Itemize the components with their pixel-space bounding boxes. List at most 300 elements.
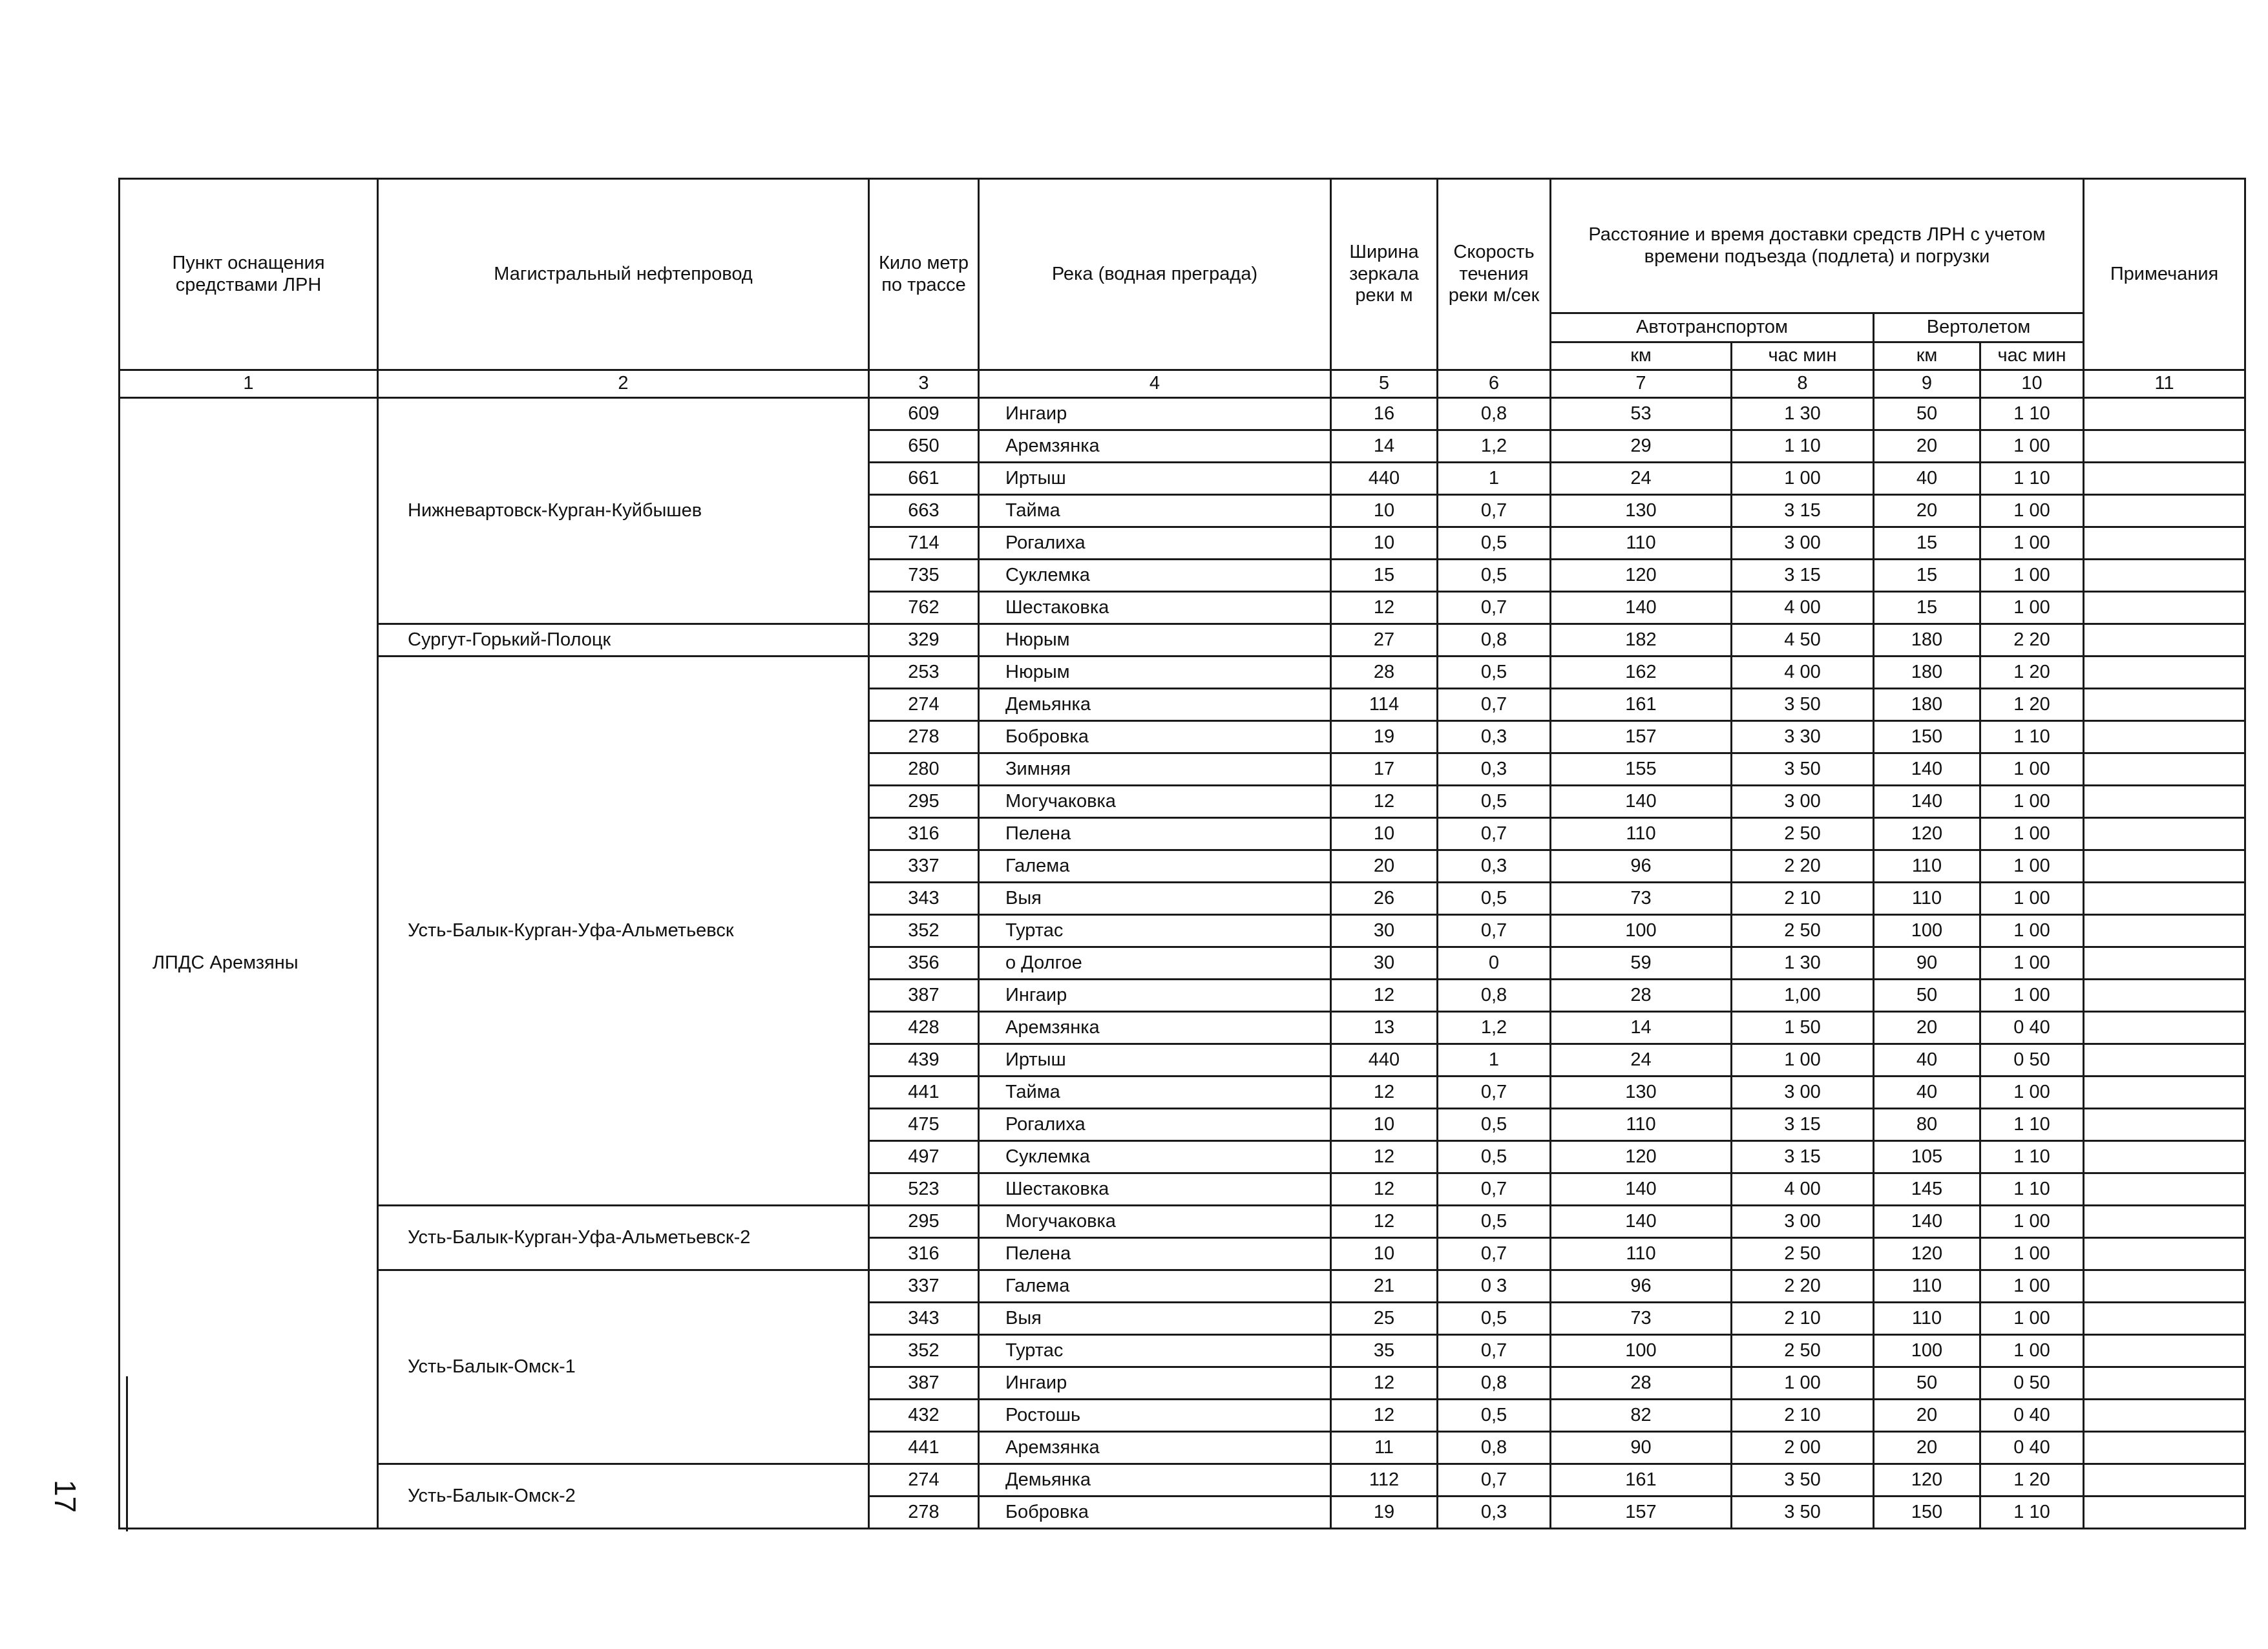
auto-time-cell: 4 50 <box>1732 624 1874 656</box>
auto-time-cell: 1 50 <box>1732 1012 1874 1044</box>
speed-cell: 0,5 <box>1438 1206 1551 1238</box>
heli-km-cell: 40 <box>1874 1077 1980 1109</box>
heli-km-cell: 15 <box>1874 560 1980 592</box>
heli-km-cell: 15 <box>1874 527 1980 560</box>
auto-time-cell: 2 20 <box>1732 1270 1874 1303</box>
auto-km-cell: 90 <box>1551 1432 1732 1464</box>
auto-km-cell: 53 <box>1551 398 1732 430</box>
notes-cell <box>2084 1238 2245 1270</box>
heli-time-cell: 1 00 <box>1980 430 2084 463</box>
auto-time-cell: 3 50 <box>1732 1497 1874 1529</box>
heli-km-cell: 110 <box>1874 850 1980 883</box>
auto-time-cell: 2 20 <box>1732 850 1874 883</box>
km-cell: 432 <box>869 1400 979 1432</box>
heli-time-cell: 2 20 <box>1980 624 2084 656</box>
table-row <box>120 398 2245 430</box>
notes-cell <box>2084 786 2245 818</box>
heli-time-cell: 1 00 <box>1980 1335 2084 1367</box>
river-cell: Могучаковка <box>979 786 1331 818</box>
notes-cell <box>2084 560 2245 592</box>
width-cell: 12 <box>1331 1173 1438 1206</box>
width-cell: 14 <box>1331 430 1438 463</box>
heli-time-cell: 1 10 <box>1980 1497 2084 1529</box>
km-cell: 280 <box>869 753 979 786</box>
width-cell: 19 <box>1331 1497 1438 1529</box>
auto-km-cell: 28 <box>1551 1367 1732 1400</box>
heli-time-cell: 1 00 <box>1980 947 2084 980</box>
auto-km-cell: 161 <box>1551 689 1732 721</box>
river-cell: Аремзянка <box>979 1012 1331 1044</box>
auto-time-cell: 3 50 <box>1732 689 1874 721</box>
river-cell: Нюрым <box>979 624 1331 656</box>
heli-time-cell: 0 40 <box>1980 1432 2084 1464</box>
header-width: Ширина зеркала реки м <box>1331 179 1438 370</box>
notes-cell <box>2084 1367 2245 1400</box>
width-cell: 10 <box>1331 818 1438 850</box>
km-cell: 387 <box>869 980 979 1012</box>
heli-time-cell: 1 00 <box>1980 850 2084 883</box>
km-cell: 352 <box>869 915 979 947</box>
header-speed: Скорость течения реки м/сек <box>1438 179 1551 370</box>
notes-cell <box>2084 1432 2245 1464</box>
width-cell: 12 <box>1331 1367 1438 1400</box>
auto-time-cell: 2 50 <box>1732 818 1874 850</box>
heli-km-cell: 50 <box>1874 1367 1980 1400</box>
km-cell: 295 <box>869 786 979 818</box>
heli-km-cell: 180 <box>1874 656 1980 689</box>
auto-km-cell: 140 <box>1551 1173 1732 1206</box>
width-cell: 35 <box>1331 1335 1438 1367</box>
auto-km-cell: 140 <box>1551 786 1732 818</box>
heli-km-cell: 50 <box>1874 398 1980 430</box>
river-cell: Суклемка <box>979 1141 1331 1173</box>
auto-time-cell: 3 50 <box>1732 753 1874 786</box>
km-cell: 387 <box>869 1367 979 1400</box>
auto-km-cell: 120 <box>1551 1141 1732 1173</box>
heli-km-cell: 50 <box>1874 980 1980 1012</box>
km-cell: 343 <box>869 1303 979 1335</box>
auto-time-cell: 1 30 <box>1732 398 1874 430</box>
auto-km-cell: 157 <box>1551 721 1732 753</box>
river-cell: Иртыш <box>979 1044 1331 1077</box>
column-number-cell: 8 <box>1732 370 1874 398</box>
speed-cell: 0,8 <box>1438 1432 1551 1464</box>
speed-cell: 0,5 <box>1438 527 1551 560</box>
speed-cell: 0,7 <box>1438 592 1551 624</box>
column-number-cell: 10 <box>1980 370 2084 398</box>
heli-km-cell: 100 <box>1874 1335 1980 1367</box>
column-number-cell: 2 <box>378 370 869 398</box>
auto-time-cell: 3 00 <box>1732 1077 1874 1109</box>
auto-time-cell: 3 15 <box>1732 1109 1874 1141</box>
speed-cell: 1,2 <box>1438 1012 1551 1044</box>
width-cell: 10 <box>1331 495 1438 527</box>
heli-time-cell: 1 10 <box>1980 721 2084 753</box>
heli-km-cell: 90 <box>1874 947 1980 980</box>
width-cell: 27 <box>1331 624 1438 656</box>
heli-km-cell: 105 <box>1874 1141 1980 1173</box>
river-cell: Могучаковка <box>979 1206 1331 1238</box>
heli-km-cell: 80 <box>1874 1109 1980 1141</box>
km-cell: 278 <box>869 1497 979 1529</box>
width-cell: 12 <box>1331 980 1438 1012</box>
heli-time-cell: 0 50 <box>1980 1044 2084 1077</box>
auto-time-cell: 3 15 <box>1732 1141 1874 1173</box>
km-cell: 661 <box>869 463 979 495</box>
river-cell: Иртыш <box>979 463 1331 495</box>
speed-cell: 0,5 <box>1438 560 1551 592</box>
heli-km-cell: 110 <box>1874 1303 1980 1335</box>
heli-time-cell: 1 20 <box>1980 656 2084 689</box>
km-cell: 439 <box>869 1044 979 1077</box>
pipeline-cell: Усть-Балык-Курган-Уфа-Альметьевск <box>378 656 869 1206</box>
auto-km-cell: 28 <box>1551 980 1732 1012</box>
width-cell: 16 <box>1331 398 1438 430</box>
column-number-cell: 11 <box>2084 370 2245 398</box>
width-cell: 20 <box>1331 850 1438 883</box>
table-row <box>120 1206 2245 1238</box>
auto-km-cell: 120 <box>1551 560 1732 592</box>
auto-time-cell: 2 50 <box>1732 915 1874 947</box>
river-cell: Аремзянка <box>979 430 1331 463</box>
notes-cell <box>2084 1400 2245 1432</box>
width-cell: 12 <box>1331 1077 1438 1109</box>
auto-km-cell: 182 <box>1551 624 1732 656</box>
width-cell: 440 <box>1331 1044 1438 1077</box>
heli-time-cell: 1 00 <box>1980 980 2084 1012</box>
heli-time-cell: 1 00 <box>1980 883 2084 915</box>
notes-cell <box>2084 398 2245 430</box>
auto-km-cell: 73 <box>1551 1303 1732 1335</box>
width-cell: 12 <box>1331 786 1438 818</box>
speed-cell: 0,3 <box>1438 753 1551 786</box>
auto-time-cell: 2 10 <box>1732 1400 1874 1432</box>
heli-km-cell: 150 <box>1874 1497 1980 1529</box>
km-cell: 274 <box>869 689 979 721</box>
speed-cell: 0,8 <box>1438 980 1551 1012</box>
auto-km-cell: 100 <box>1551 915 1732 947</box>
notes-cell <box>2084 592 2245 624</box>
heli-time-cell: 1 10 <box>1980 398 2084 430</box>
notes-cell <box>2084 1206 2245 1238</box>
auto-time-cell: 1 10 <box>1732 430 1874 463</box>
heli-time-cell: 1 20 <box>1980 1464 2084 1497</box>
heli-km-cell: 110 <box>1874 1270 1980 1303</box>
river-cell: Бобровка <box>979 721 1331 753</box>
notes-cell <box>2084 1497 2245 1529</box>
width-cell: 13 <box>1331 1012 1438 1044</box>
width-cell: 10 <box>1331 1238 1438 1270</box>
table-row <box>120 656 2245 689</box>
speed-cell: 0,3 <box>1438 850 1551 883</box>
auto-km-cell: 110 <box>1551 1109 1732 1141</box>
heli-km-cell: 110 <box>1874 883 1980 915</box>
km-cell: 663 <box>869 495 979 527</box>
heli-time-cell: 1 00 <box>1980 495 2084 527</box>
heli-time-cell: 1 00 <box>1980 1206 2084 1238</box>
auto-km-cell: 157 <box>1551 1497 1732 1529</box>
notes-cell <box>2084 1335 2245 1367</box>
heli-km-cell: 140 <box>1874 786 1980 818</box>
speed-cell: 0,5 <box>1438 1400 1551 1432</box>
km-cell: 497 <box>869 1141 979 1173</box>
width-cell: 12 <box>1331 1141 1438 1173</box>
notes-cell <box>2084 1141 2245 1173</box>
auto-time-cell: 1 30 <box>1732 947 1874 980</box>
column-number-cell: 3 <box>869 370 979 398</box>
km-cell: 278 <box>869 721 979 753</box>
notes-cell <box>2084 1109 2245 1141</box>
auto-time-cell: 4 00 <box>1732 1173 1874 1206</box>
km-cell: 329 <box>869 624 979 656</box>
auto-time-cell: 1 00 <box>1732 463 1874 495</box>
river-cell: Пелена <box>979 818 1331 850</box>
auto-km-cell: 24 <box>1551 1044 1732 1077</box>
header-heli-time: час мин <box>1980 342 2084 370</box>
width-cell: 28 <box>1331 656 1438 689</box>
river-cell: Шестаковка <box>979 1173 1331 1206</box>
speed-cell: 0,7 <box>1438 689 1551 721</box>
pipeline-cell: Сургут-Горький-Полоцк <box>378 624 869 656</box>
river-cell: Ингаир <box>979 980 1331 1012</box>
km-cell: 337 <box>869 850 979 883</box>
auto-km-cell: 140 <box>1551 1206 1732 1238</box>
pipeline-cell: Усть-Балык-Омск-2 <box>378 1464 869 1529</box>
auto-time-cell: 3 15 <box>1732 495 1874 527</box>
notes-cell <box>2084 753 2245 786</box>
notes-cell <box>2084 947 2245 980</box>
speed-cell: 0,5 <box>1438 883 1551 915</box>
column-number-cell: 1 <box>120 370 378 398</box>
km-cell: 356 <box>869 947 979 980</box>
river-cell: о Долгое <box>979 947 1331 980</box>
heli-time-cell: 1 10 <box>1980 1173 2084 1206</box>
notes-cell <box>2084 980 2245 1012</box>
width-cell: 15 <box>1331 560 1438 592</box>
header-heli: Вертолетом <box>1874 313 2084 342</box>
auto-km-cell: 96 <box>1551 1270 1732 1303</box>
auto-km-cell: 73 <box>1551 883 1732 915</box>
heli-time-cell: 0 50 <box>1980 1367 2084 1400</box>
width-cell: 114 <box>1331 689 1438 721</box>
notes-cell <box>2084 721 2245 753</box>
table-row <box>120 624 2245 656</box>
speed-cell: 0,5 <box>1438 1303 1551 1335</box>
auto-km-cell: 110 <box>1551 527 1732 560</box>
speed-cell: 0,7 <box>1438 1238 1551 1270</box>
heli-km-cell: 120 <box>1874 1238 1980 1270</box>
heli-time-cell: 1 00 <box>1980 1303 2084 1335</box>
auto-time-cell: 3 30 <box>1732 721 1874 753</box>
river-cell: Выя <box>979 883 1331 915</box>
heli-time-cell: 1 20 <box>1980 689 2084 721</box>
auto-km-cell: 14 <box>1551 1012 1732 1044</box>
speed-cell: 1,2 <box>1438 430 1551 463</box>
auto-km-cell: 155 <box>1551 753 1732 786</box>
notes-cell <box>2084 915 2245 947</box>
speed-cell: 0,7 <box>1438 1464 1551 1497</box>
heli-km-cell: 20 <box>1874 430 1980 463</box>
header-km: Кило метр по трассе <box>869 179 979 370</box>
km-cell: 735 <box>869 560 979 592</box>
auto-time-cell: 2 10 <box>1732 1303 1874 1335</box>
km-cell: 343 <box>869 883 979 915</box>
auto-time-cell: 1 00 <box>1732 1367 1874 1400</box>
km-cell: 441 <box>869 1077 979 1109</box>
heli-km-cell: 150 <box>1874 721 1980 753</box>
auto-km-cell: 130 <box>1551 495 1732 527</box>
heli-time-cell: 1 00 <box>1980 1077 2084 1109</box>
river-cell: Рогалиха <box>979 527 1331 560</box>
notes-cell <box>2084 689 2245 721</box>
header-notes: Примечания <box>2084 179 2245 370</box>
header-auto: Автотранспортом <box>1551 313 1874 342</box>
km-cell: 523 <box>869 1173 979 1206</box>
auto-km-cell: 59 <box>1551 947 1732 980</box>
notes-cell <box>2084 656 2245 689</box>
km-cell: 337 <box>869 1270 979 1303</box>
heli-time-cell: 1 10 <box>1980 463 2084 495</box>
notes-cell <box>2084 527 2245 560</box>
width-cell: 12 <box>1331 592 1438 624</box>
heli-km-cell: 120 <box>1874 1464 1980 1497</box>
river-cell: Суклемка <box>979 560 1331 592</box>
width-cell: 19 <box>1331 721 1438 753</box>
width-cell: 21 <box>1331 1270 1438 1303</box>
heli-time-cell: 1 10 <box>1980 1109 2084 1141</box>
auto-time-cell: 3 00 <box>1732 786 1874 818</box>
site-cell: ЛПДС Аремзяны <box>120 398 378 1529</box>
lrn-table <box>118 178 2246 1529</box>
speed-cell: 1 <box>1438 1044 1551 1077</box>
speed-cell: 0,8 <box>1438 624 1551 656</box>
heli-km-cell: 180 <box>1874 689 1980 721</box>
river-cell: Ингаир <box>979 398 1331 430</box>
width-cell: 12 <box>1331 1400 1438 1432</box>
km-cell: 274 <box>869 1464 979 1497</box>
width-cell: 11 <box>1331 1432 1438 1464</box>
notes-cell <box>2084 495 2245 527</box>
heli-time-cell: 0 40 <box>1980 1012 2084 1044</box>
notes-cell <box>2084 624 2245 656</box>
header-pipeline: Магистральный нефтепровод <box>378 179 869 370</box>
heli-km-cell: 15 <box>1874 592 1980 624</box>
width-cell: 440 <box>1331 463 1438 495</box>
river-cell: Аремзянка <box>979 1432 1331 1464</box>
heli-km-cell: 20 <box>1874 1400 1980 1432</box>
heli-km-cell: 140 <box>1874 1206 1980 1238</box>
auto-km-cell: 96 <box>1551 850 1732 883</box>
km-cell: 253 <box>869 656 979 689</box>
pipeline-cell: Усть-Балык-Омск-1 <box>378 1270 869 1464</box>
heli-km-cell: 20 <box>1874 1012 1980 1044</box>
heli-km-cell: 40 <box>1874 463 1980 495</box>
notes-cell <box>2084 818 2245 850</box>
auto-time-cell: 2 00 <box>1732 1432 1874 1464</box>
notes-cell <box>2084 463 2245 495</box>
notes-cell <box>2084 1303 2245 1335</box>
auto-time-cell: 3 50 <box>1732 1464 1874 1497</box>
auto-time-cell: 3 00 <box>1732 527 1874 560</box>
speed-cell: 0,7 <box>1438 1173 1551 1206</box>
notes-cell <box>2084 430 2245 463</box>
speed-cell: 0,5 <box>1438 1109 1551 1141</box>
heli-time-cell: 1 00 <box>1980 1270 2084 1303</box>
river-cell: Демьянка <box>979 1464 1331 1497</box>
auto-time-cell: 2 50 <box>1732 1335 1874 1367</box>
km-cell: 650 <box>869 430 979 463</box>
speed-cell: 0,8 <box>1438 1367 1551 1400</box>
header-heli-km: км <box>1874 342 1980 370</box>
width-cell: 30 <box>1331 915 1438 947</box>
auto-time-cell: 4 00 <box>1732 656 1874 689</box>
heli-time-cell: 1 00 <box>1980 753 2084 786</box>
notes-cell <box>2084 1464 2245 1497</box>
auto-km-cell: 162 <box>1551 656 1732 689</box>
speed-cell: 0,5 <box>1438 1141 1551 1173</box>
km-cell: 428 <box>869 1012 979 1044</box>
width-cell: 30 <box>1331 947 1438 980</box>
auto-time-cell: 1,00 <box>1732 980 1874 1012</box>
header-auto-km: км <box>1551 342 1732 370</box>
auto-km-cell: 161 <box>1551 1464 1732 1497</box>
heli-km-cell: 145 <box>1874 1173 1980 1206</box>
river-cell: Шестаковка <box>979 592 1331 624</box>
speed-cell: 0 <box>1438 947 1551 980</box>
heli-km-cell: 100 <box>1874 915 1980 947</box>
auto-km-cell: 110 <box>1551 818 1732 850</box>
width-cell: 10 <box>1331 527 1438 560</box>
pipeline-cell: Нижневартовск-Курган-Куйбышев <box>378 398 869 624</box>
heli-km-cell: 20 <box>1874 495 1980 527</box>
heli-time-cell: 1 00 <box>1980 560 2084 592</box>
header-auto-time: час мин <box>1732 342 1874 370</box>
notes-cell <box>2084 883 2245 915</box>
auto-km-cell: 140 <box>1551 592 1732 624</box>
pipeline-cell: Усть-Балык-Курган-Уфа-Альметьевск-2 <box>378 1206 869 1270</box>
auto-km-cell: 130 <box>1551 1077 1732 1109</box>
notes-cell <box>2084 1044 2245 1077</box>
auto-time-cell: 2 50 <box>1732 1238 1874 1270</box>
column-number-cell: 4 <box>979 370 1331 398</box>
km-cell: 714 <box>869 527 979 560</box>
speed-cell: 0,7 <box>1438 495 1551 527</box>
km-cell: 475 <box>869 1109 979 1141</box>
river-cell: Галема <box>979 850 1331 883</box>
speed-cell: 0,5 <box>1438 656 1551 689</box>
river-cell: Тайма <box>979 495 1331 527</box>
speed-cell: 0,7 <box>1438 1077 1551 1109</box>
auto-time-cell: 4 00 <box>1732 592 1874 624</box>
width-cell: 112 <box>1331 1464 1438 1497</box>
column-number-cell: 6 <box>1438 370 1551 398</box>
auto-km-cell: 24 <box>1551 463 1732 495</box>
table-row <box>120 1270 2245 1303</box>
km-cell: 762 <box>869 592 979 624</box>
heli-time-cell: 1 00 <box>1980 1238 2084 1270</box>
notes-cell <box>2084 850 2245 883</box>
heli-time-cell: 0 40 <box>1980 1400 2084 1432</box>
column-number-cell: 7 <box>1551 370 1732 398</box>
heli-time-cell: 1 00 <box>1980 818 2084 850</box>
heli-time-cell: 1 00 <box>1980 915 2084 947</box>
header-delivery-group: Расстояние и время доставки средств ЛРН с учетом времени подъезда (подлета) и погрузки <box>1551 179 2084 313</box>
width-cell: 25 <box>1331 1303 1438 1335</box>
river-cell: Рогалиха <box>979 1109 1331 1141</box>
width-cell: 17 <box>1331 753 1438 786</box>
margin-line <box>126 1376 128 1531</box>
heli-time-cell: 1 10 <box>1980 1141 2084 1173</box>
